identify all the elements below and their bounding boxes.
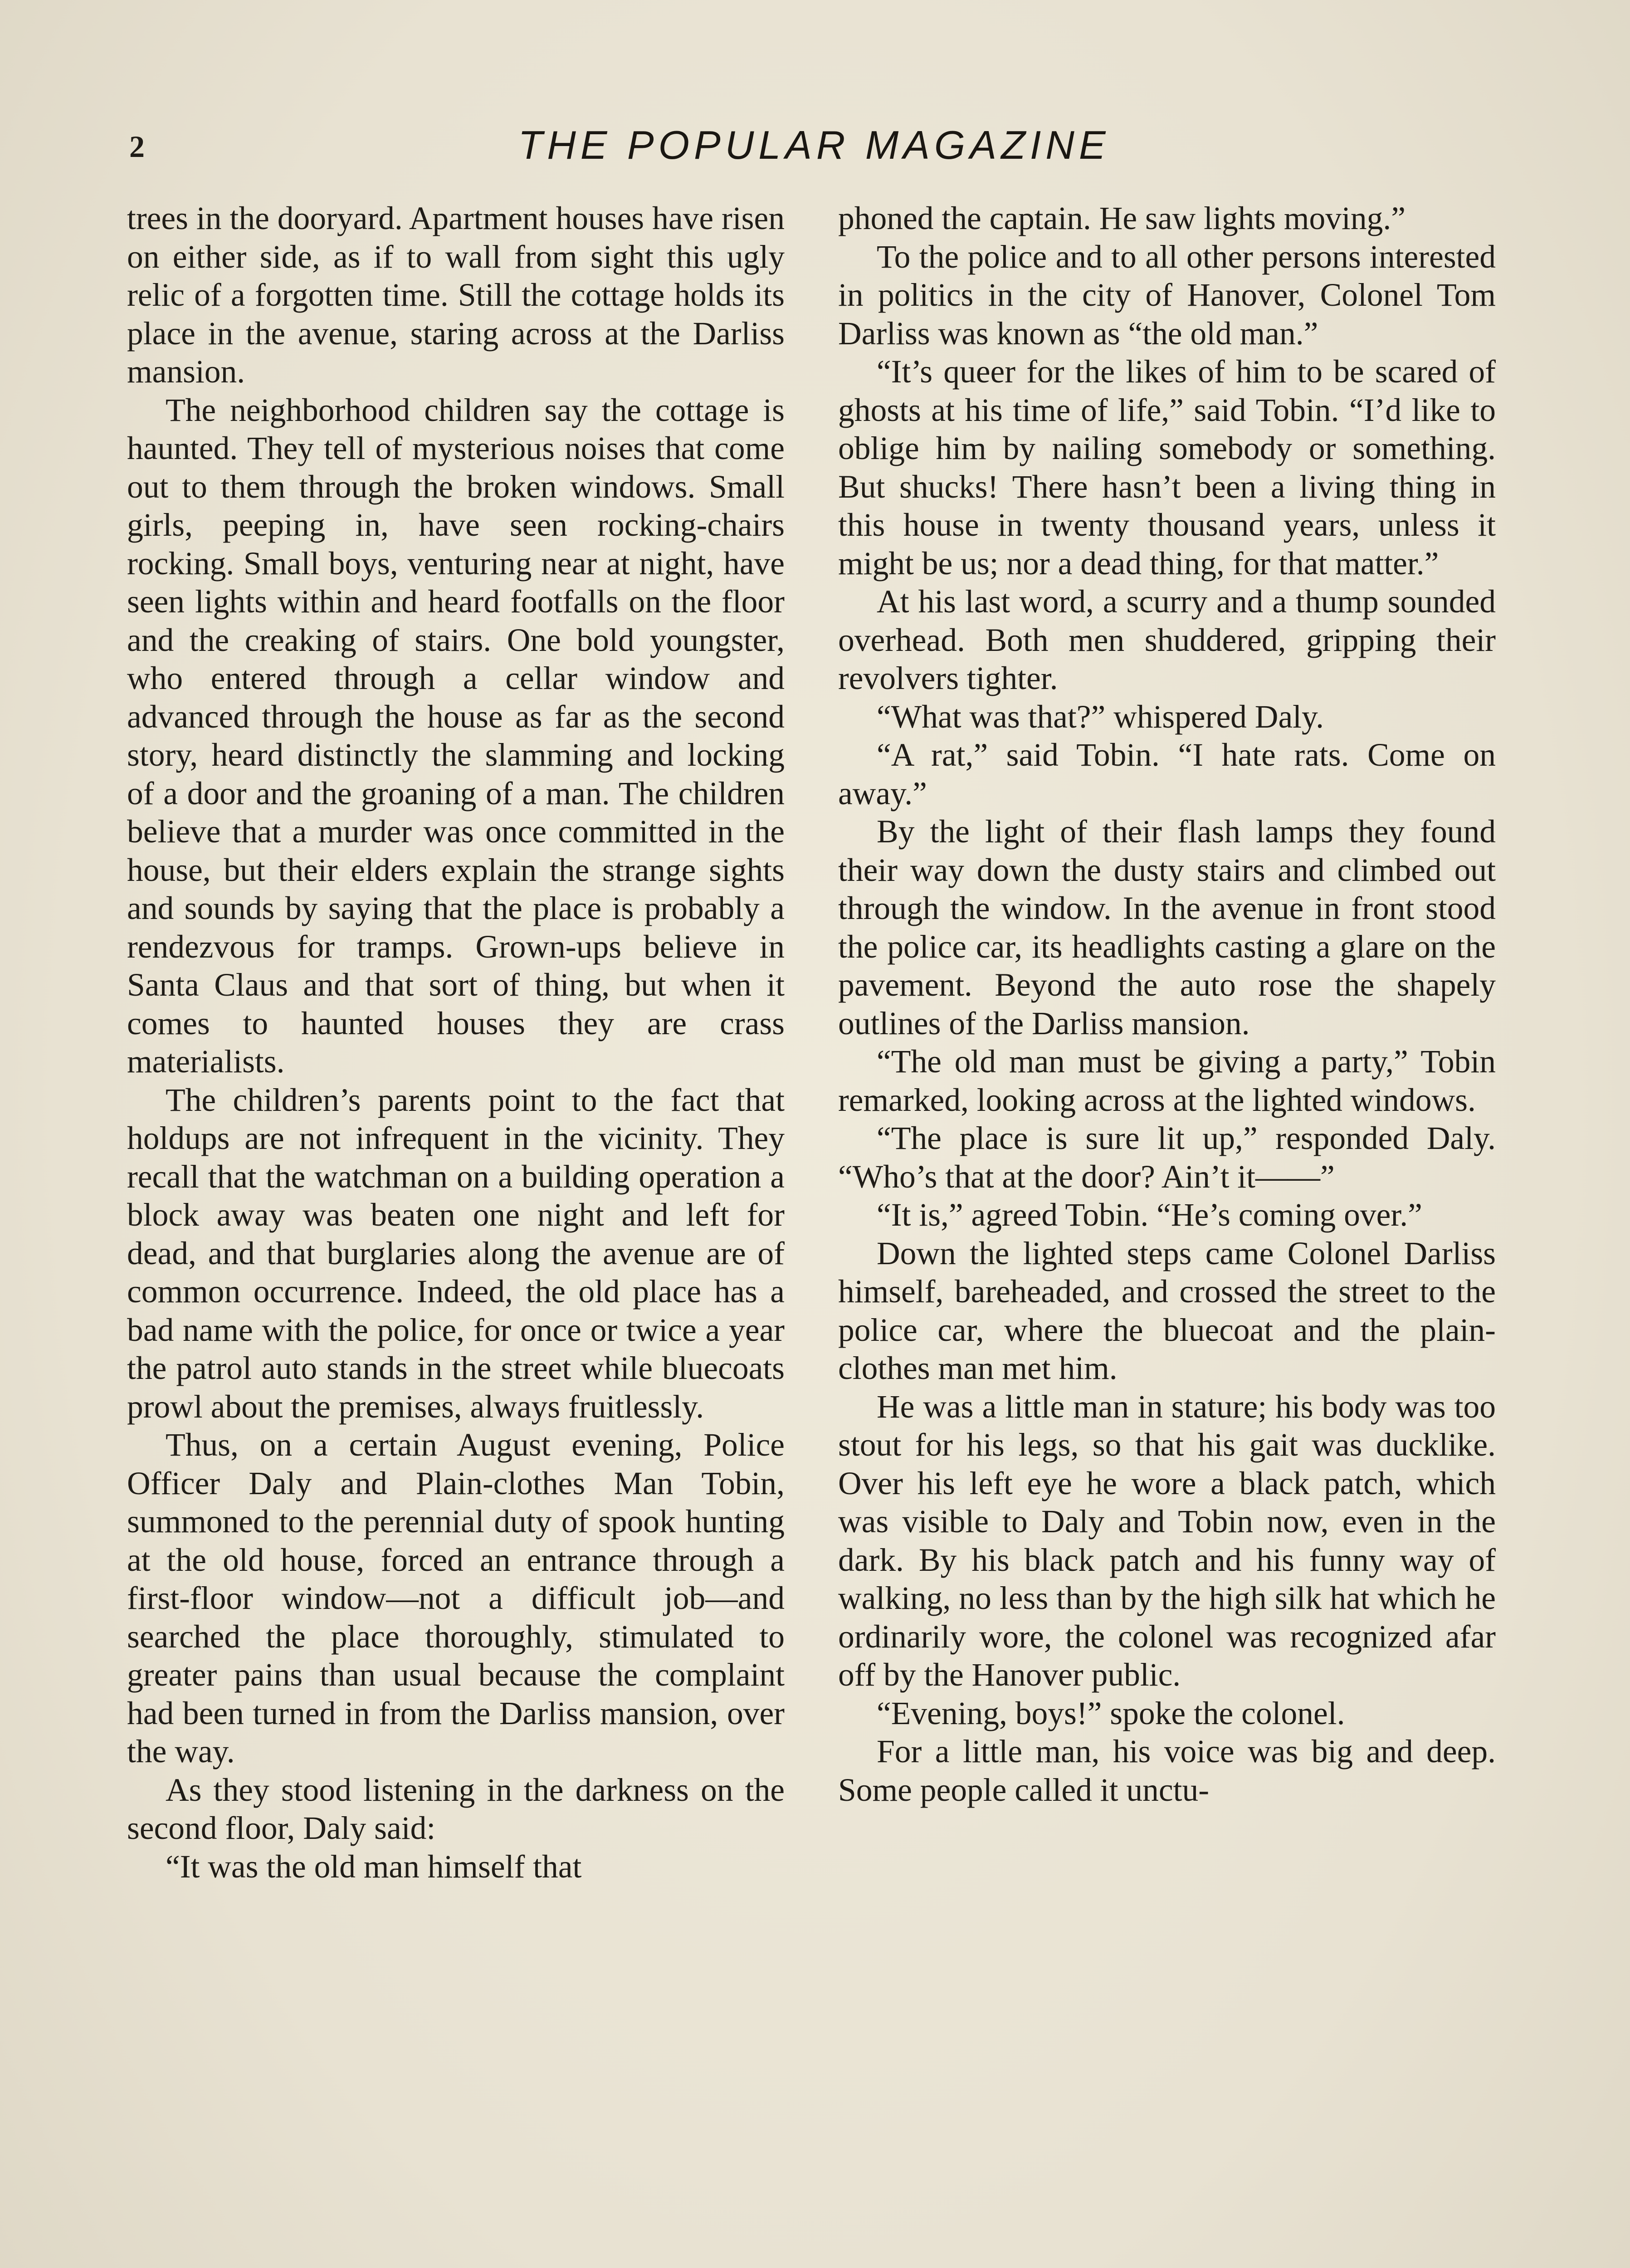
paragraph: “What was that?” whispered Daly. bbox=[877, 699, 1324, 735]
paragraph: To the police and to all other persons interested in politics in the city of Hanover, Colonel Tom Darliss was known as “the old man.” bbox=[838, 239, 1496, 352]
left-column bbox=[127, 200, 785, 1886]
paragraph: Thus, on a certain August evening, Police Officer Daly and Plain-clothes Man Tobin, summoned to the perennial duty of spook hunting at the old house, forced an entrance through a first-floor window—not a difficult job—and searched the place thoroughly, stimulated to greater pains than usual because the complaint had been turned in from the Darliss mansion, over the way. bbox=[127, 1427, 785, 1769]
paragraph: As they stood listening in the darkness on the second floor, Daly said: bbox=[127, 1772, 785, 1846]
paragraph: “A rat,” said Tobin. “I hate rats. Come on away.” bbox=[838, 737, 1496, 811]
running-head bbox=[129, 118, 1499, 172]
paragraph: “It’s queer for the likes of him to be scared of ghosts at his time of life,” said Tobin. “I’d like to oblige him by nailing somebody or something. But shucks! There hasn’t been a living thing in this house in twenty thousand years, unless it might be us; nor a dead thing, for that matter.” bbox=[838, 354, 1496, 582]
magazine-title: THE POPULAR MAGAZINE bbox=[518, 122, 1110, 167]
paragraph: He was a little man in stature; his body was too stout for his legs, so that his gait was ducklike. Over his left eye he wore a black patch, which was visible to Daly and Tobin now, even in the dark. By his black patch and his funny way of walking, no less than by the high silk hat which he ordinarily wore, the colonel was recognized afar off by the Hanover public. bbox=[838, 1388, 1496, 1693]
paragraph: At his last word, a scurry and a thump sounded overhead. Both men shuddered, gripping their revolvers tighter. bbox=[838, 584, 1496, 696]
paragraph: “Evening, boys!” spoke the colonel. bbox=[877, 1695, 1345, 1731]
paragraph: For a little man, his voice was big and deep. Some people called it unctu- bbox=[838, 1734, 1496, 1808]
paragraph: “The old man must be giving a party,” Tobin remarked, looking across at the lighted windows. bbox=[838, 1044, 1496, 1118]
paragraph: The children’s parents point to the fact that holdups are not infrequent in the vicinity. They recall that the watchman on a building operation a block away was beaten one night and left for dead, and that burglaries along the avenue are of common occurrence. Indeed, the old place has a bad name with the police, for once or twice a year the patrol auto stands in the street while bluecoats prowl about the premises, always fruitlessly. bbox=[127, 1082, 785, 1425]
paragraph: Down the lighted steps came Colonel Darliss himself, bareheaded, and crossed the street to the police car, where the bluecoat and the plain-clothes man met him. bbox=[838, 1235, 1496, 1386]
page-number: 2 bbox=[129, 129, 145, 164]
right-column bbox=[838, 200, 1496, 1809]
paragraph: trees in the dooryard. Apartment houses have risen on either side, as if to wall from sight this ugly relic of a forgotten time. Still the cottage holds its place in the avenue, staring across at the Darliss mansion. bbox=[127, 200, 785, 390]
paragraph: “The place is sure lit up,” responded Daly. “Who’s that at the door? Ain’t it——” bbox=[838, 1120, 1496, 1195]
paragraph: The neighborhood children say the cottage is haunted. They tell of mysterious noises that come out to them through the broken windows. Small girls, peeping in, have seen rocking-chairs rocking. Small boys, venturing near at night, have seen lights within and heard footfalls on the floor and the creaking of stairs. One bold youngster, who entered through a cellar window and advanced through the house as far as the second story, heard distinctly the slamming and locking of a door and the groaning of a man. The children believe that a murder was once committed in the house, but their elders explain the strange sights and sounds by saying that the place is probably a rendezvous for tramps. Grown-ups believe in Santa Claus and that sort of thing, but when it comes to haunted houses they are crass materialists. bbox=[127, 392, 785, 1080]
paragraph: “It was the old man himself that bbox=[166, 1848, 582, 1885]
paragraph: By the light of their flash lamps they found their way down the dusty stairs and climbed out through the window. In the avenue in front stood the police car, its headlights casting a glare on the pavement. Beyond the auto rose the shapely outlines of the Darliss mansion. bbox=[838, 814, 1496, 1041]
paragraph: phoned the captain. He saw lights moving.” bbox=[838, 200, 1406, 236]
paragraph: “It is,” agreed Tobin. “He’s coming over.” bbox=[877, 1197, 1422, 1233]
